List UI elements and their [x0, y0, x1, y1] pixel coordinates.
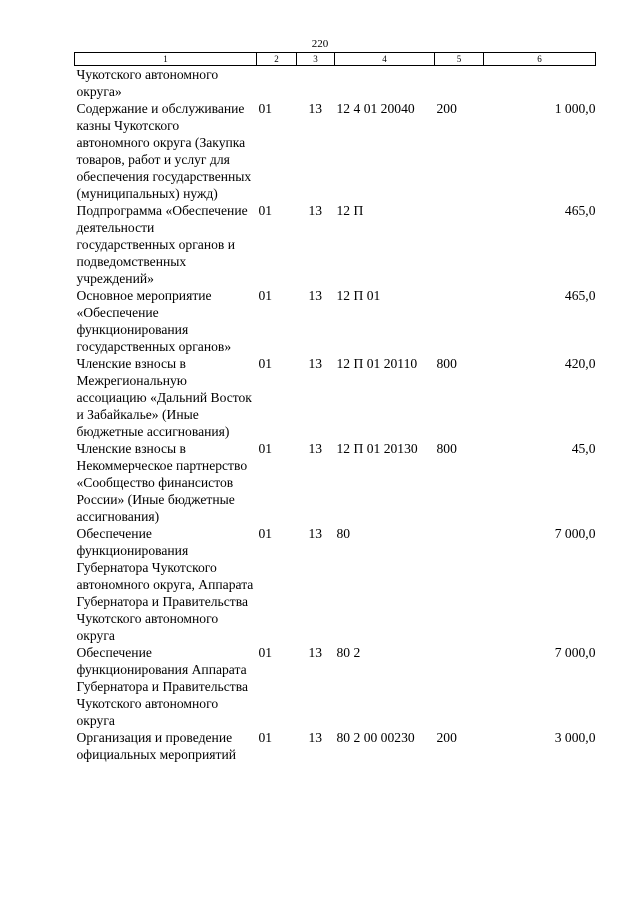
column-header-name: 1 [75, 53, 257, 66]
column-header-expense-type: 5 [435, 53, 484, 66]
row-subsection: 13 [308, 288, 323, 303]
row-amount: 1 000,0 [554, 101, 596, 116]
row-amount: 45,0 [571, 441, 596, 456]
row-subsection: 13 [308, 101, 323, 116]
row-expense-type: 800 [436, 441, 457, 456]
row-subsection: 13 [308, 441, 323, 456]
table-row [75, 202, 596, 287]
row-amount: 7 000,0 [554, 645, 596, 660]
row-subsection: 13 [308, 730, 323, 745]
row-expense-type: 200 [436, 101, 457, 116]
table-row [75, 644, 596, 729]
row-section: 01 [258, 203, 273, 218]
row-subsection: 13 [308, 203, 323, 218]
row-target-article: 12 П [336, 203, 364, 218]
row-subsection: 13 [308, 645, 323, 660]
row-amount: 3 000,0 [554, 730, 596, 745]
row-section: 01 [258, 441, 273, 456]
row-expense-type [435, 287, 484, 355]
row-section: 01 [258, 101, 273, 116]
row-name: Членские взносы в Некоммерческое партнерство «Сообщество финансистов России» (Иные бюджетные ассигнования) [76, 441, 248, 524]
row-subsection [297, 66, 335, 101]
row-section: 01 [258, 645, 273, 660]
row-target-article: 12 П 01 20130 [336, 441, 418, 456]
row-subsection: 13 [308, 526, 323, 541]
row-expense-type [435, 525, 484, 644]
page-number: 220 [311, 38, 329, 50]
row-name: Основное мероприятие «Обеспечение функционирования государственных органов» [76, 288, 232, 354]
row-target-article: 12 4 01 20040 [336, 101, 415, 116]
table-row [75, 729, 596, 763]
row-section: 01 [258, 356, 273, 371]
table-row [75, 355, 596, 440]
row-expense-type [435, 202, 484, 287]
table-row [75, 287, 596, 355]
row-amount: 465,0 [564, 203, 596, 218]
column-header-amount: 6 [484, 53, 596, 66]
row-amount: 465,0 [564, 288, 596, 303]
column-header-target-article: 4 [335, 53, 435, 66]
row-target-article: 80 [336, 526, 351, 541]
row-expense-type: 800 [436, 356, 457, 371]
row-name: Содержание и обслуживание казны Чукотского автономного округа (Закупка товаров, работ и услуг для обеспечения государственных (муниципальных) нужд) [76, 101, 252, 201]
table-row [75, 525, 596, 644]
row-amount: 7 000,0 [554, 526, 596, 541]
row-expense-type [435, 644, 484, 729]
row-amount: 420,0 [564, 356, 596, 371]
row-name: Подпрограмма «Обеспечение деятельности государственных органов и подведомственных учреждений» [76, 203, 248, 286]
row-target-article: 12 П 01 20110 [336, 356, 418, 371]
budget-table [74, 52, 596, 763]
table-row [75, 66, 596, 101]
row-amount [484, 66, 596, 101]
row-expense-type: 200 [436, 730, 457, 745]
column-header-section: 2 [257, 53, 297, 66]
row-section [257, 66, 297, 101]
row-section: 01 [258, 526, 273, 541]
row-name: Обеспечение функционирования Аппарата Губернатора и Правительства Чукотского автономного округа [76, 645, 248, 728]
row-target-article: 12 П 01 [336, 288, 381, 303]
row-name: Организация и проведение официальных мероприятий [76, 730, 236, 762]
row-name: Обеспечение функционирования Губернатора Чукотского автономного округа, Аппарата Губернатора и Правительства Чукотского автономного округа [76, 526, 254, 643]
row-target-article [335, 66, 435, 101]
table-row [75, 440, 596, 525]
table-header-row [75, 53, 596, 66]
row-name: Чукотского автономного округа» [76, 67, 219, 99]
row-target-article: 80 2 00 00230 [336, 730, 415, 745]
row-subsection: 13 [308, 356, 323, 371]
row-target-article: 80 2 [336, 645, 361, 660]
row-expense-type [435, 66, 484, 101]
row-section: 01 [258, 730, 273, 745]
row-section: 01 [258, 288, 273, 303]
row-name: Членские взносы в Межрегиональную ассоциацию «Дальний Восток и Забайкалье» (Иные бюджетные ассигнования) [76, 356, 252, 439]
column-header-subsection: 3 [297, 53, 335, 66]
table-row [75, 100, 596, 202]
